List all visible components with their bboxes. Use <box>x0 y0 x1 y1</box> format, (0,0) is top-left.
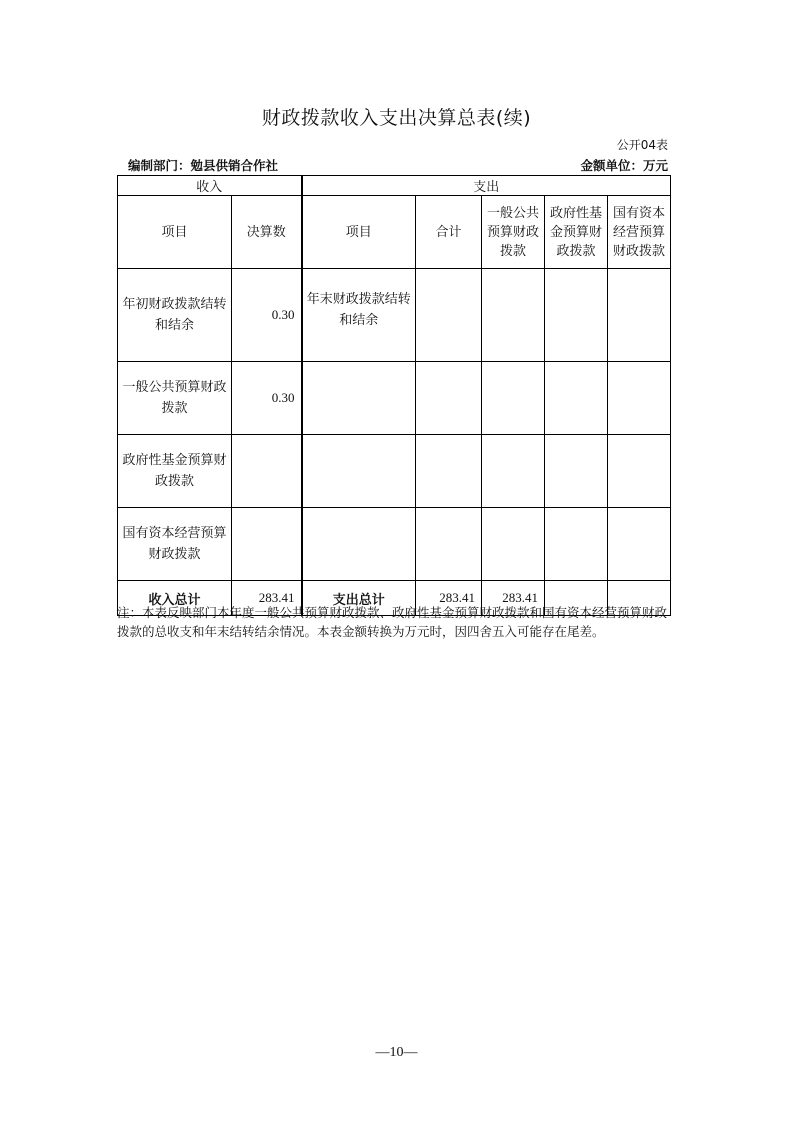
gov-fund-cell <box>545 269 608 362</box>
income-item-cell: 年初财政拨款结转和结余 <box>118 269 232 362</box>
income-section-header: 收入 <box>118 176 302 196</box>
expense-total-cell <box>416 508 482 581</box>
expense-total-amount: 283.41 <box>416 581 482 616</box>
expense-total-cell <box>416 362 482 435</box>
income-total-amount: 283.41 <box>232 581 302 616</box>
gov-fund-cell <box>545 362 608 435</box>
expense-total-cell <box>416 269 482 362</box>
state-capital-cell <box>608 435 671 508</box>
expense-section-header: 支出 <box>302 176 671 196</box>
unit-label: 金额单位：万元 <box>580 158 668 173</box>
income-amount-cell: 0.30 <box>232 362 302 435</box>
general-budget-cell <box>482 362 545 435</box>
table-row <box>118 362 671 435</box>
state-capital-cell <box>608 362 671 435</box>
col-expense-total: 合计 <box>416 196 482 269</box>
income-total-label: 收入总计 <box>118 581 232 616</box>
page-title: 财政拨款收入支出决算总表(续) <box>261 107 532 129</box>
state-capital-cell <box>608 508 671 581</box>
general-budget-total: 283.41 <box>482 581 545 616</box>
general-budget-cell <box>482 269 545 362</box>
page-number: —10— <box>375 1045 418 1060</box>
expense-total-cell <box>416 435 482 508</box>
budget-table <box>117 175 671 616</box>
col-expense-item: 项目 <box>302 196 416 269</box>
gov-fund-cell <box>545 435 608 508</box>
income-item-cell: 一般公共预算财政拨款 <box>118 362 232 435</box>
column-header-row <box>118 196 671 269</box>
expense-item-cell: 年末财政拨款结转和结余 <box>302 269 416 362</box>
form-number: 公开04表 <box>616 138 668 152</box>
department-label: 编制部门：勉县供销合作社 <box>128 158 279 173</box>
col-gov-fund: 政府性基金预算财政拨款 <box>545 196 608 269</box>
income-amount-cell <box>232 435 302 508</box>
table-row <box>118 269 671 362</box>
col-income-amount: 决算数 <box>232 196 302 269</box>
general-budget-cell <box>482 508 545 581</box>
expense-item-cell <box>302 435 416 508</box>
expense-total-label: 支出总计 <box>302 581 416 616</box>
table-note: 注：本表反映部门本年度一般公共预算财政拨款、政府性基金预算财政拨款和国有资本经营预算财政拨款的总收支和年末结转结余情况。本表金额转换为万元时，因四舍五入可能存在尾差。 <box>117 605 668 639</box>
col-general-budget: 一般公共预算财政拨款 <box>482 196 545 269</box>
section-header-row <box>118 176 671 196</box>
state-capital-cell <box>608 269 671 362</box>
income-amount-cell: 0.30 <box>232 269 302 362</box>
expense-item-cell <box>302 362 416 435</box>
income-item-cell: 政府性基金预算财政拨款 <box>118 435 232 508</box>
expense-item-cell <box>302 508 416 581</box>
income-item-cell: 国有资本经营预算财政拨款 <box>118 508 232 581</box>
col-state-capital: 国有资本经营预算财政拨款 <box>608 196 671 269</box>
general-budget-cell <box>482 435 545 508</box>
col-income-item: 项目 <box>118 196 232 269</box>
income-amount-cell <box>232 508 302 581</box>
table-row <box>118 435 671 508</box>
gov-fund-cell <box>545 508 608 581</box>
table-row <box>118 508 671 581</box>
